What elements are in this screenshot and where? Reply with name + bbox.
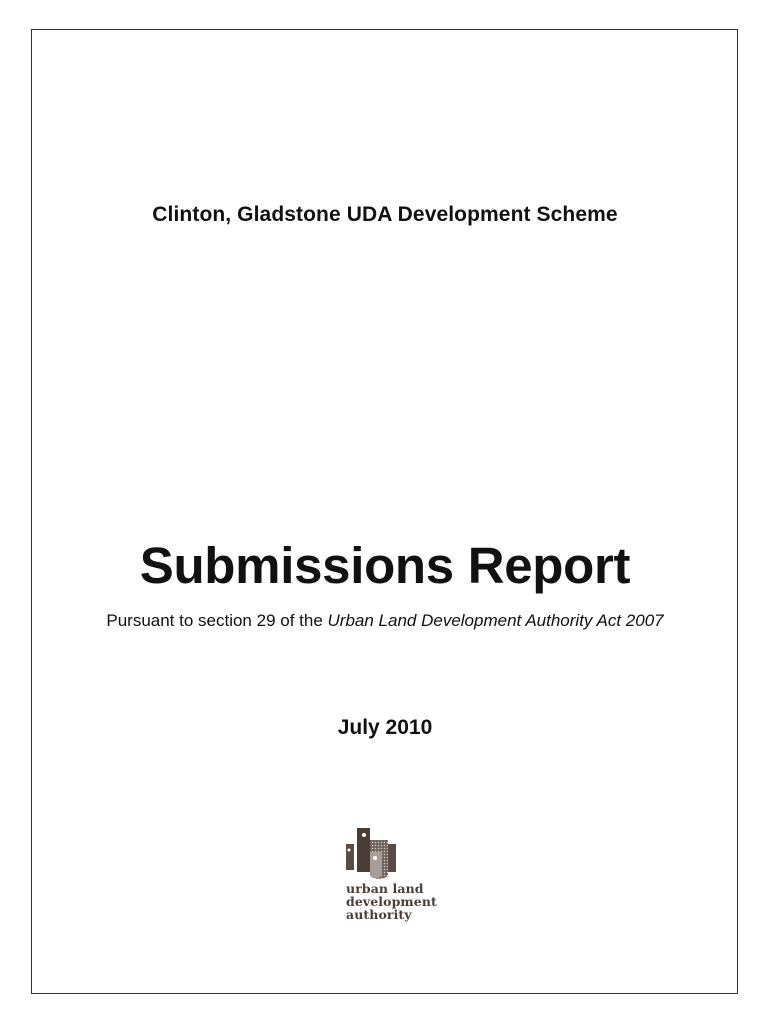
report-date: July 2010 bbox=[337, 716, 433, 739]
logo-line-1: urban land bbox=[346, 881, 424, 896]
logo-wordmark bbox=[346, 882, 437, 921]
subtitle-act-name: Urban Land Development Authority Act 2007 bbox=[327, 611, 664, 630]
scheme-title: Clinton, Gladstone UDA Development Scheme bbox=[152, 203, 618, 226]
buildings-logo-icon bbox=[344, 826, 404, 882]
subtitle bbox=[0, 611, 770, 631]
logo-line-3: authority bbox=[346, 907, 412, 922]
report-title: Submissions Report bbox=[139, 537, 631, 594]
ulda-logo bbox=[344, 826, 454, 926]
subtitle-prefix: Pursuant to section 29 of the bbox=[106, 611, 328, 630]
logo-line-2: development bbox=[346, 894, 437, 909]
